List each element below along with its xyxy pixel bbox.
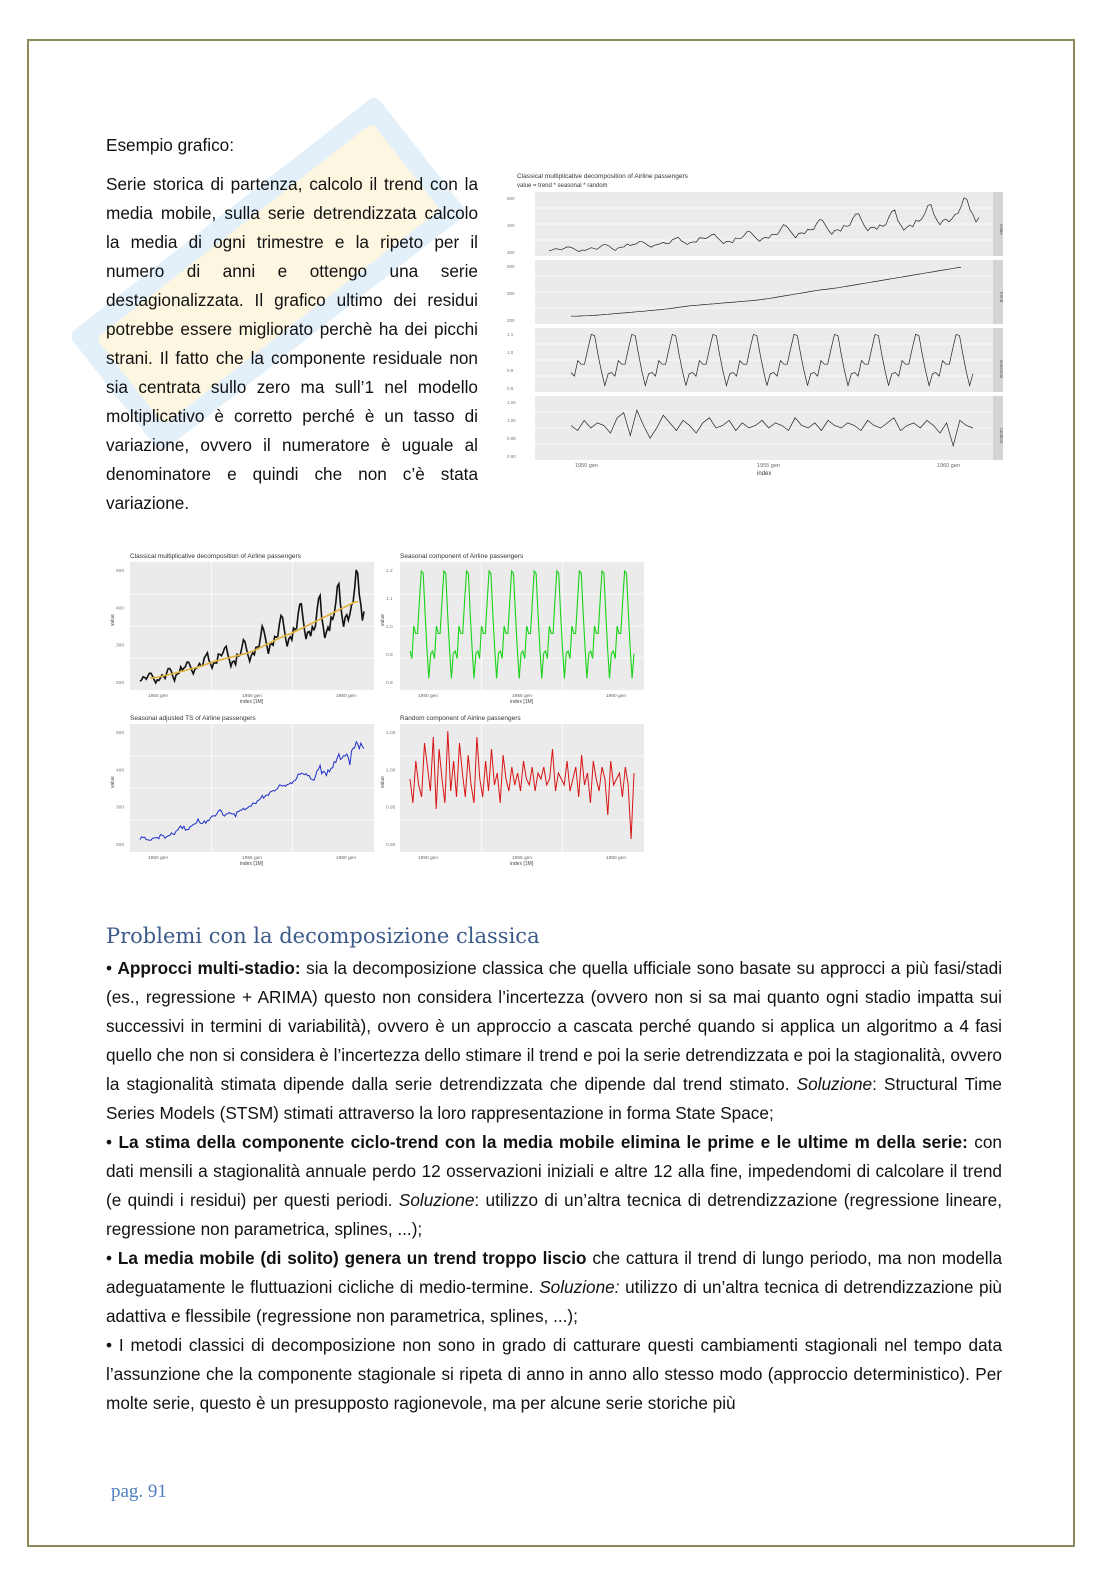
x-tick-label: 1960 gen (606, 694, 627, 699)
list-item-smooth-trend: • La media mobile (di solito) genera un trend troppo liscio che cattura il trend di lungo periodo, ma non modella adeguatamente le fluttuazioni cicliche di medio-termine. Soluzione: utilizzo di un’altra tecnica di detrendizzazione più adattiva e flessibile (regressione non parametrica, splines, ...); (106, 1248, 1002, 1326)
intro-paragraph: Serie storica di partenza, calcolo il trend con la media mobile, sulla serie detrendizzata calcolo la media di ogni trimestre e la ripeto per il numero di anni e ottengo una serie destagionalizzata. Il grafico ultimo dei residui potrebbe essere migliorato perchè ha dei picchi strani. Il fatto che la componente residuale non sia centrata sullo zero ma sull’1 nel modello moltiplicativo è corretto perché è un tasso di variazione, ovvero il numeratore è uguale al denominatore e quindi che non c’è stata variazione. (106, 174, 478, 513)
y-tick-label: 400 (116, 768, 125, 774)
page-number: pag. 91 (111, 1481, 167, 1502)
y-tick-label: 1.0 (386, 625, 393, 630)
y-tick-label: 200 (507, 318, 515, 323)
x-tick-label: 1950 gen (148, 694, 169, 699)
solution-text: : Structural Time Series Models (STSM) stimati attraverso la loro rappresentazione in forma State Space; (106, 1074, 1002, 1123)
panel-title: Seasonal component of Airline passengers (400, 553, 524, 560)
y-tick-label: 1.1 (386, 597, 393, 602)
y-tick-label: 0.95 (507, 436, 516, 441)
example-label: Esempio grafico: (106, 135, 235, 155)
y-tick-label: 1.05 (507, 400, 516, 405)
item-text: che cattura il trend di lungo periodo, ma non modella adeguatamente le fluttuazioni cicliche di medio-termine. (106, 1248, 1002, 1297)
y-tick-label: 200 (116, 681, 125, 686)
list-item-multistage: • Approcci multi-stadio: sia la decomposizione classica che quella ufficiale sono basate su approcci a più fasi/stadi (es., regressione + ARIMA) questo non considera l’incertezza (ovvero non si sa mai quanto ogni stadio impatta sui successivi in termini di variabilità), ovvero è un approccio a cascata perché quando si applica un algoritmo a 4 fasi quello che non si considera è l’incertezza dello stimare il trend e poi la serie detrendizzata e poi la stagionalità, ovvero la stagionalità stimata dipende dalla serie detrendizzata che dipende dal trend stimato. Soluzione: Structural Time Series Models (STSM) stimati attraverso la loro rappresentazione in forma State Space; (106, 958, 1003, 1123)
x-tick-label: 1960 gen (606, 856, 627, 861)
solution-label: Soluzione: (539, 1277, 620, 1297)
panel-title: Seasonal adjusted TS of Airline passengers (130, 715, 256, 722)
y-tick-label: 400 (116, 606, 125, 612)
y-tick-label: 1.1 (507, 332, 514, 337)
y-tick-label: 1.00 (386, 768, 396, 774)
panel-title: Classical multiplicative decomposition of Airline passengers (130, 553, 301, 560)
x-axis-label: index [1M] (240, 861, 264, 867)
facet-label: value (999, 224, 1004, 235)
x-axis-label: index (757, 471, 772, 477)
y-axis-label: value (380, 614, 386, 626)
chart-subtitle: value = trend * seasonal * random (517, 183, 608, 189)
facet-label: random (999, 428, 1004, 444)
y-tick-label: 500 (116, 731, 125, 736)
panel-title: Random component of Airline passengers (400, 715, 521, 722)
x-axis-label: index [1M] (240, 699, 264, 705)
y-tick-label: 300 (116, 643, 125, 649)
y-tick-label: 0.9 (386, 653, 393, 658)
x-tick-label: 1955 gen (242, 856, 263, 861)
x-tick-label: 1950 gen (148, 856, 169, 861)
x-axis-label: index [1M] (510, 699, 534, 705)
y-tick-label: 1.0 (507, 350, 514, 355)
decomposition-grid-chart (108, 548, 644, 872)
y-tick-label: 500 (507, 196, 515, 201)
x-tick-label: 1955 gen (242, 694, 263, 699)
x-tick-1960: 1960 gen (937, 463, 960, 469)
x-tick-label: 1950 gen (418, 694, 439, 699)
y-tick-label: 400 (507, 223, 515, 228)
x-tick-1955: 1955 gen (757, 463, 780, 469)
y-tick-label: 0.9 (507, 368, 514, 373)
problems-list (106, 954, 1002, 1418)
x-tick-label: 1960 gen (336, 694, 357, 699)
y-tick-label: 300 (507, 250, 515, 255)
x-tick-label: 1960 gen (336, 856, 357, 861)
y-tick-label: 1.05 (386, 731, 396, 736)
y-tick-label: 300 (507, 291, 515, 296)
x-tick-label: 1955 gen (512, 856, 533, 861)
facet-label: trend (999, 292, 1004, 303)
y-axis-label: value (380, 776, 386, 788)
solution-label: Soluzione (796, 1074, 873, 1094)
y-tick-label: 0.8 (507, 386, 514, 391)
y-tick-label: 1.2 (386, 569, 393, 574)
x-tick-label: 1955 gen (512, 694, 533, 699)
x-axis-label: index [1M] (510, 861, 534, 867)
y-tick-label: 0.8 (386, 681, 393, 686)
list-item-moving-average-loss: • La stima della componente ciclo-trend con la media mobile elimina le prime e le ultime m della serie: con dati mensili a stagionalità annuale perdo 12 osservazioni iniziali e altre 12 alla fine, impedendomi di calcolare il trend (e quindi i residui) per questi periodi. Soluzione: utilizzo di un’altra tecnica di detrendizzazione (regressione lineare, regressione non parametrica, splines, ...); (106, 1132, 1002, 1239)
y-axis-label: value (110, 776, 116, 788)
list-item-seasonal-change: • I metodi classici di decomposizione non sono in grado di catturare questi cambiamenti stagionali nel tempo data l’assunzione che la componente stagionale si ripeta di anno in anno allo stesso modo (approccio deterministico). Per molte serie, questo è un presupposto ragionevole, ma per alcune serie storiche più (106, 1335, 1003, 1413)
y-tick-label: 200 (116, 843, 125, 848)
solution-text: utilizzo di un’altra tecnica di detrendizzazione più adattiva e flessibile (regressione non parametrica, splines, ...); (106, 1277, 1002, 1326)
x-tick-1950: 1950 gen (575, 463, 598, 469)
item-heading: Approcci multi-stadio: (117, 958, 301, 978)
decomposition-facet-chart (505, 168, 1017, 480)
y-tick-label: 500 (507, 264, 515, 269)
y-axis-label: value (110, 614, 116, 626)
item-heading: La media mobile (di solito) genera un trend troppo liscio (117, 1248, 587, 1268)
y-tick-label: 300 (116, 805, 125, 811)
x-tick-label: 1950 gen (418, 856, 439, 861)
y-tick-label: 0.90 (507, 454, 516, 459)
chart-title: Classical multiplicative decomposition of Airline passengers (517, 173, 688, 180)
y-tick-label: 500 (116, 569, 125, 574)
item-text: con dati mensili a stagionalità annuale perdo 12 osservazioni iniziali e altre 12 alla fine, impedendomi di calcolare il trend (e quindi i residui) per questi periodi. (106, 1132, 1002, 1210)
solution-label: Soluzione (398, 1190, 475, 1210)
y-tick-label: 0.95 (386, 805, 396, 811)
item-heading: La stima della componente ciclo-trend con la media mobile elimina le prime e le ultime m della serie: (118, 1132, 968, 1152)
item-text: sia la decomposizione classica che quella ufficiale sono basate su approcci a più fasi/stadi (es., regressione + ARIMA) questo non considera l’incertezza (ovvero non si sa mai quanto ogni stadio impatta sui successivi in termini di variabilità), ovvero è un approccio a cascata perché quando si applica un algoritmo a 4 fasi quello che non si considera è l’incertezza dello stimare il trend e poi la serie detrendizzata e poi la stagionalità, ovvero la stagionalità stimata dipende dalla serie detrendizzata che dipende dal trend stimato. (106, 958, 1003, 1094)
section-title: Problemi con la decomposizione classica (106, 924, 540, 948)
y-tick-label: 1.00 (507, 418, 516, 423)
facet-label: seasonal (999, 360, 1004, 379)
solution-text: : utilizzo di un’altra tecnica di detrendizzazione (regressione lineare, regressione non parametrica, splines, ...); (106, 1190, 1002, 1239)
y-tick-label: 0.90 (386, 843, 396, 848)
item-text: I metodi classici di decomposizione non sono in grado di catturare questi cambiamenti stagionali nel tempo data l’assunzione che la componente stagionale si ripeta di anno in anno allo stesso modo (approccio deterministico). Per molte serie, questo è un presupposto ragionevole, ma per alcune serie storiche più (106, 1335, 1003, 1413)
